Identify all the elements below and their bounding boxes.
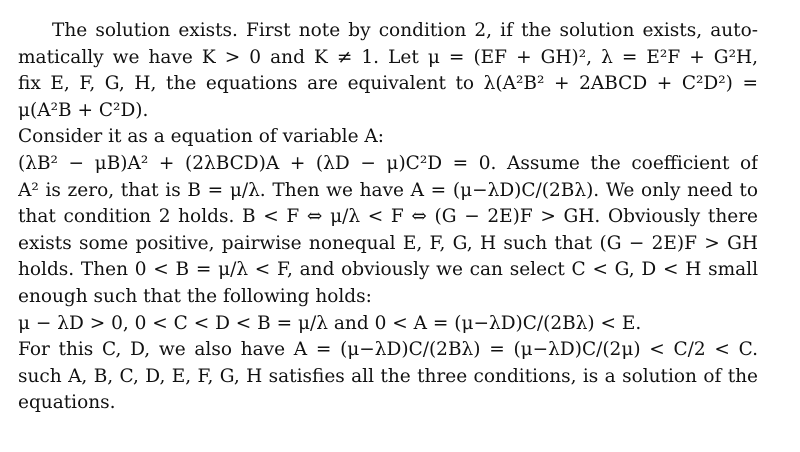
paper-body	[18, 18, 758, 417]
paragraph-line-5: Consider it as a equation of variable A:	[18, 126, 385, 148]
paragraph-line-11: enough such that the following holds:	[18, 285, 372, 307]
paragraph-line-14: such A, B, C, D, E, F, G, H satisfies all the three conditions, is a solution of the	[18, 365, 758, 387]
paragraph-line-2: matically we have K > 0 and K ≠ 1. Let μ = (EF + GH)², λ = E²F + G²H,	[18, 46, 758, 68]
paragraph-line-1: The solution exists. First note by condition 2, if the solution exists, auto-	[52, 20, 758, 41]
paragraph-line-12: μ − λD > 0, 0 < C < D < B = μ/λ and 0 < A = (μ−λD)C/(2Bλ) < E.	[18, 312, 642, 334]
paragraph-line-7: A² is zero, that is B = μ/λ. Then we have A = (μ−λD)C/(2Bλ). We only need to	[18, 179, 758, 201]
paragraph-line-9: exists some positive, pairwise nonequal E, F, G, H such that (G − 2E)F > GH	[18, 232, 758, 254]
paragraph-line-8: that condition 2 holds. B < F ⇔ μ/λ < F ⇔ (G − 2E)F > GH. Obviously there	[18, 206, 758, 228]
paragraph-line-10: holds. Then 0 < B = μ/λ < F, and obviously we can select C < G, D < H small	[18, 259, 758, 281]
paragraph-line-4: μ(A²B + C²D).	[18, 99, 149, 121]
paragraph-line-3: fix E, F, G, H, the equations are equivalent to λ(A²B² + 2ABCD + C²D²) =	[18, 73, 758, 95]
paragraph-line-13: For this C, D, we also have A = (μ−λD)C/(2Bλ) = (μ−λD)C/(2μ) < C/2 < C.	[18, 339, 758, 361]
paragraph-line-15: equations.	[18, 392, 116, 414]
paragraph-line-6: (λB² − μB)A² + (2λBCD)A + (λD − μ)C²D = 0. Assume the coefficient of	[18, 152, 758, 174]
